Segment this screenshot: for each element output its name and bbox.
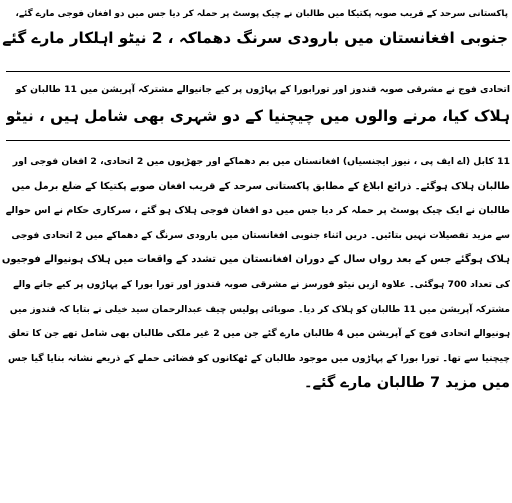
body-line-1: 11 کابل (اے ایف پی ، نیوز ایجنسیاں) افغانستان میں بم دھماکے اور جھڑپوں میں 2 اتحادی، 2 افغان فوجی اور [12, 156, 510, 167]
body-line-6: کی تعداد 700 ہوگئی۔ علاوہ ازیں نیٹو فورسز نے مشرقی صوبہ قندوز اور تورا بورا کے پہاڑوں پر کیے جانے والے [13, 278, 510, 290]
separator-rule-top [6, 71, 510, 72]
subheadline [6, 76, 510, 130]
body-line-3: طالبان نے ایک چیک پوسٹ پر حملہ کر دیا جس میں دو افغان فوجی ہلاک ہو گئے ، سرکاری حکام نے اس حوالے [5, 205, 510, 217]
body-line-5: ہلاک ہوگئے جس کے بعد رواں سال کے دوران افغانستان میں تشدد کے واقعات میں ہلاک ہونیوالے فوجیوں [2, 254, 510, 266]
body-line-8: ہونیوالے اتحادی فوج کے آپریشن میں 4 طالبان مارے گئے جن میں 2 غیر ملکی طالبان بھی شامل تھے جن کا تعلق [8, 328, 510, 340]
subheadline-line-1: اتحادی فوج نے مشرقی صوبہ قندوز اور تورابورا کے پہاڑوں پر کیے جانیوالے مشترکہ آپریشن میں 11 طالبان کو [15, 84, 510, 95]
body-line-9: چیچنیا سے تھا۔ تورا بورا کے پہاڑوں میں موجود طالبان کے ٹھکانوں کو فضائی حملے کے ذریعے نشانہ بنایا گیا جس [8, 352, 510, 364]
body-line-4: سے مزید تفصیلات نہیں بتائیں۔ دریں اثناء جنوبی افغانستان میں بارودی سرنگ کے دھماکے میں 2 اتحادی فوجی [11, 229, 510, 241]
headline-line-2: جنوبی افغانستان میں بارودی سرنگ دھماکہ ، 2 نیٹو اہلکار مارے گئے [2, 29, 508, 47]
subheadline-line-2: ہلاک کیا، مرنے والوں میں چیچنیا کے دو شہری بھی شامل ہیں ، نیٹو [6, 107, 510, 125]
article-body [2, 150, 510, 396]
body-line-10: میں مزید 7 طالبان مارے گئے۔ [304, 375, 510, 392]
separator-rule-bottom [6, 140, 510, 141]
headline-line-1: پاکستانی سرحد کے قریب صوبہ پکتیکا میں طالبان نے چیک پوسٹ پر حملہ کر دیا جس میں دو افغان فوجی مارے گئے، [15, 9, 508, 19]
body-line-2: طالبان ہلاک ہوگئے۔ ذرائع ابلاغ کے مطابق پاکستانی سرحد کے قریب افغان صوبے پکتیکا کے ضلع برمل میں [11, 180, 510, 192]
headline [2, 2, 508, 50]
body-line-7: مشترکہ آپریشن میں 11 طالبان کو ہلاک کر دیا۔ صوبائی پولیس چیف عبدالرحمان سید خیلی نے بتایا کہ قندوز میں [9, 304, 510, 315]
